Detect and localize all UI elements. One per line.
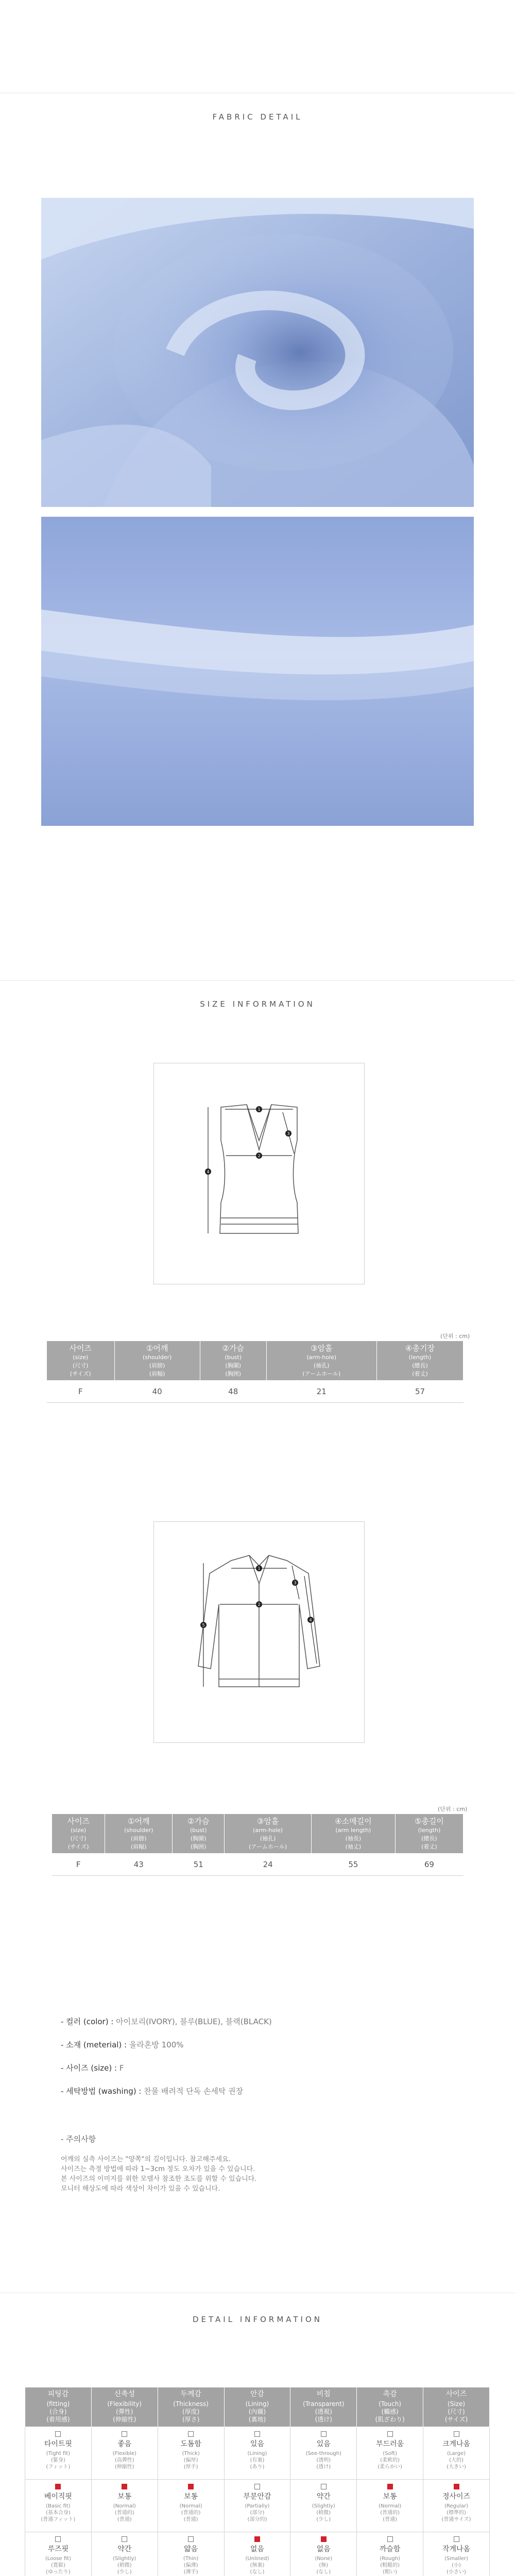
detail-cell <box>91 2427 158 2480</box>
detail-cell <box>290 2480 357 2532</box>
detail-cell <box>423 2532 490 2576</box>
detail-option-sub: (透け) <box>316 2464 331 2470</box>
cardigan-header-bust: ②가슴 (bust) (胸圍) (胸囲) <box>173 1814 225 1854</box>
detail-option-sub: (Basic fit) <box>46 2503 71 2509</box>
unchecked-box-icon <box>55 2431 61 2437</box>
detail-header-sub: (肌ざわり) <box>375 2416 405 2423</box>
detail-header-label: 안감 <box>250 2390 264 2398</box>
unchecked-box-icon <box>321 2431 327 2437</box>
detail-cell <box>91 2532 158 2576</box>
detail-option-sub: (Soft) <box>383 2451 397 2456</box>
detail-option-sub: (Unlined) <box>245 2556 269 2562</box>
detail-option-sub: (Regular) <box>444 2503 469 2509</box>
detail-information-title: DETAIL INFORMATION <box>193 2315 322 2324</box>
cardigan-header-length: ⑤총길이 (length) (總長) (着丈) <box>395 1814 463 1854</box>
table-cell: 21 <box>266 1381 376 1403</box>
detail-option-sub: (緊身) <box>51 2458 65 2463</box>
detail-cell <box>224 2480 290 2532</box>
detail-option-label: 있음 <box>250 2440 264 2448</box>
unchecked-box-icon <box>254 2484 260 2489</box>
detail-header <box>25 2387 92 2427</box>
detail-header-sub: (Transparent) <box>303 2400 345 2408</box>
svg-text:3: 3 <box>294 1581 297 1585</box>
table-cell: 24 <box>225 1854 312 1876</box>
detail-option-sub: (ゆったり) <box>46 2569 71 2575</box>
detail-option-sub: (部分) <box>250 2510 265 2516</box>
svg-text:1: 1 <box>258 1566 261 1571</box>
table-cell: 57 <box>376 1381 463 1403</box>
notice-line: 사이즈는 측정 방법에 따라 1~3cm 정도 오차가 있을 수 있습니다. <box>61 2165 255 2173</box>
detail-header <box>357 2387 423 2427</box>
detail-cell <box>158 2532 224 2576</box>
detail-option-sub: (標準的) <box>447 2510 466 2516</box>
detail-option-sub: (普通フィット) <box>41 2517 76 2522</box>
detail-header <box>91 2387 158 2427</box>
detail-header <box>290 2387 357 2427</box>
detail-option-label: 까슬함 <box>379 2545 401 2553</box>
detail-option-sub: (透明) <box>316 2458 331 2463</box>
table-cell: 40 <box>114 1381 200 1403</box>
vest-header-bust: ②가슴 (bust) (胸圍) (胸囲) <box>200 1341 266 1381</box>
detail-header-label: 촉감 <box>383 2390 397 2398</box>
detail-option-sub: (少し) <box>316 2517 331 2522</box>
unchecked-box-icon <box>122 2431 127 2437</box>
checked-box-icon <box>321 2536 327 2542</box>
detail-option-sub: (なし) <box>250 2569 265 2575</box>
detail-option-label: 얇음 <box>184 2545 198 2553</box>
detail-option-sub: (なし) <box>316 2569 331 2575</box>
detail-header-sub: (尺寸) <box>448 2408 465 2415</box>
detail-option-label: 약간 <box>117 2545 132 2553</box>
detail-option-sub: (Slightly) <box>312 2503 335 2509</box>
color-info: - 컬러 (color) : 아이보리(IVORY), 블루(BLUE), 블랙(BLACK) <box>61 2017 272 2026</box>
notice-line: 모니터 해상도에 따라 색상이 차이가 있을 수 있습니다. <box>61 2185 220 2193</box>
detail-option-sub: (Rough) <box>380 2556 400 2562</box>
detail-option-sub: (大きい) <box>447 2464 466 2470</box>
detail-option-label: 루즈핏 <box>47 2545 69 2553</box>
detail-header-label: 비침 <box>316 2390 331 2398</box>
size-information-title: SIZE INFORMATION <box>200 999 315 1009</box>
detail-option-sub: (Thin) <box>183 2556 199 2562</box>
detail-option-sub: (Lining) <box>247 2451 267 2456</box>
table-cell: 55 <box>311 1854 395 1876</box>
table-cell: F <box>47 1381 115 1403</box>
detail-option-sub: (普通) <box>383 2517 398 2522</box>
svg-text:2: 2 <box>258 1602 261 1607</box>
fabric-closeup-image-1 <box>41 198 474 507</box>
size-info: - 사이즈 (size) : F <box>61 2063 124 2073</box>
detail-cell <box>423 2427 490 2480</box>
detail-option-sub: (偏厚) <box>183 2458 198 2463</box>
detail-option-sub: (基本合身) <box>46 2510 71 2516</box>
detail-cell <box>91 2480 158 2532</box>
detail-option-sub: (普通的) <box>380 2510 400 2516</box>
detail-header-label: 신축성 <box>114 2390 135 2398</box>
detail-option-label: 작게나옴 <box>442 2545 471 2553</box>
detail-cell <box>25 2427 92 2480</box>
detail-option-sub: (Tight fit) <box>46 2451 71 2456</box>
checked-box-icon <box>55 2484 61 2489</box>
divider <box>0 980 515 981</box>
detail-option-sub: (Normal) <box>113 2503 136 2509</box>
detail-option-sub: (Slightly) <box>113 2556 136 2562</box>
vest-header-size: 사이즈 (size) (尺寸) (サイズ) <box>47 1341 115 1381</box>
detail-cell <box>224 2427 290 2480</box>
detail-cell <box>25 2480 92 2532</box>
checked-box-icon <box>188 2484 194 2489</box>
detail-option-label: 보통 <box>184 2493 198 2501</box>
detail-header-sub: (Lining) <box>245 2400 269 2408</box>
detail-header-sub: (Touch) <box>379 2400 402 2408</box>
detail-option-label: 없음 <box>316 2545 331 2553</box>
detail-option-sub: (普通) <box>183 2517 198 2522</box>
detail-option-sub: (Normal) <box>179 2503 202 2509</box>
detail-header-sub: (fitting) <box>46 2400 70 2408</box>
detail-option-label: 크게나옴 <box>442 2440 471 2448</box>
cardigan-header-armhole: ③암홀 (arm-hole) (袖孔) (アームホール) <box>225 1814 312 1854</box>
detail-option-sub: (粗い) <box>383 2569 398 2575</box>
detail-option-sub: (Loose fit) <box>45 2556 72 2562</box>
detail-header-sub: (Thickness) <box>173 2400 209 2408</box>
table-cell: F <box>52 1854 105 1876</box>
svg-text:2: 2 <box>258 1154 261 1158</box>
detail-option-sub: (小さい) <box>447 2569 466 2575</box>
checked-box-icon <box>454 2484 459 2489</box>
washing-info: - 세탁방법 (washing) : 찬물 배려적 단독 손세탁 권장 <box>61 2087 244 2096</box>
detail-option-label: 없음 <box>250 2545 264 2553</box>
detail-option-sub: (少し) <box>117 2569 132 2575</box>
detail-option-label: 부분안감 <box>243 2493 271 2501</box>
table-row <box>47 1381 464 1403</box>
detail-header-sub: (Size) <box>448 2400 466 2408</box>
detail-option-sub: (柔軟的) <box>380 2458 400 2463</box>
cardigan-size-table <box>52 1814 464 1876</box>
detail-option-sub: (普通サイズ) <box>441 2517 471 2522</box>
table-row <box>25 2480 490 2532</box>
detail-option-label: 보통 <box>383 2493 397 2501</box>
cardigan-unit-label: (단위 : cm) <box>438 1806 468 1812</box>
unchecked-box-icon <box>188 2536 194 2542</box>
detail-header-sub: (厚さ) <box>182 2416 200 2423</box>
notice-title: - 주의사항 <box>61 2134 96 2144</box>
detail-cell <box>224 2532 290 2576</box>
detail-header-label: 사이즈 <box>445 2390 467 2398</box>
detail-header-sub: (觸感) <box>381 2408 399 2415</box>
detail-option-sub: (小) <box>452 2563 461 2568</box>
svg-text:4: 4 <box>309 1618 312 1622</box>
vest-unit-label: (단위 : cm) <box>440 1333 470 1340</box>
detail-header-sub: (彈性) <box>116 2408 133 2415</box>
unchecked-box-icon <box>454 2431 459 2437</box>
detail-option-sub: (None) <box>315 2556 333 2562</box>
detail-header-sub: (透視) <box>315 2408 332 2415</box>
unchecked-box-icon <box>454 2536 459 2542</box>
detail-option-sub: (無裏) <box>250 2563 265 2568</box>
detail-cell <box>357 2480 423 2532</box>
table-row <box>52 1854 464 1876</box>
detail-option-sub: (普通) <box>117 2517 132 2522</box>
detail-option-sub: (普通的) <box>181 2510 201 2516</box>
fabric-detail-title: FABRIC DETAIL <box>212 112 303 122</box>
detail-option-sub: (Large) <box>447 2451 466 2456</box>
svg-text:3: 3 <box>287 1131 290 1136</box>
unchecked-box-icon <box>387 2536 393 2542</box>
detail-option-label: 베이직핏 <box>44 2493 72 2501</box>
unchecked-box-icon <box>387 2431 393 2437</box>
cardigan-size-diagram <box>153 1521 365 1743</box>
table-cell: 69 <box>395 1854 463 1876</box>
detail-header-sub: (Flexibility) <box>107 2400 142 2408</box>
detail-header-sub: (透け) <box>315 2416 332 2423</box>
vest-size-diagram <box>153 1063 365 1284</box>
vest-header-shoulder: ①어깨 (shoulder) (肩膀) (肩幅) <box>114 1341 200 1381</box>
table-cell: 48 <box>200 1381 266 1403</box>
detail-option-sub: (寬鬆) <box>51 2563 65 2568</box>
detail-option-label: 부드러움 <box>376 2440 404 2448</box>
detail-cell <box>357 2532 423 2576</box>
material-info: - 소재 (meterial) : 울라혼방 100% <box>61 2040 184 2049</box>
detail-option-sub: (フィット) <box>46 2464 71 2470</box>
detail-header-sub: (サイズ) <box>444 2416 468 2423</box>
detail-option-sub: (部分的) <box>247 2517 267 2522</box>
detail-option-sub: (大的) <box>449 2458 464 2463</box>
detail-header-sub: (着用感) <box>46 2416 70 2423</box>
detail-header-sub: (裏地) <box>248 2416 266 2423</box>
detail-option-sub: (伸縮性) <box>114 2464 134 2470</box>
detail-option-sub: (稍微) <box>316 2510 331 2516</box>
detail-header-sub: (合身) <box>49 2408 67 2415</box>
detail-option-label: 보통 <box>117 2493 132 2501</box>
cardigan-header-shoulder: ①어깨 (shoulder) (肩膀) (肩幅) <box>105 1814 173 1854</box>
detail-header <box>423 2387 490 2427</box>
detail-header-sub: (內襯) <box>248 2408 266 2415</box>
detail-option-sub: (Normal) <box>379 2503 402 2509</box>
detail-option-sub: (粗糙的) <box>380 2563 400 2568</box>
product-info <box>61 2016 272 2109</box>
notice <box>61 2134 256 2194</box>
detail-option-sub: (偏薄) <box>183 2563 198 2568</box>
vest-header-length: ④총기장 (length) (總長) (着丈) <box>376 1341 463 1381</box>
checked-box-icon <box>254 2536 260 2542</box>
detail-option-label: 정사이즈 <box>442 2493 471 2501</box>
detail-cell <box>290 2532 357 2576</box>
unchecked-box-icon <box>55 2536 61 2542</box>
table-cell: 51 <box>173 1854 225 1876</box>
detail-option-sub: (高彈性) <box>114 2458 134 2463</box>
fabric-closeup-image-2 <box>41 517 474 826</box>
cardigan-header-size: 사이즈 (size) (尺寸) (サイズ) <box>52 1814 105 1854</box>
detail-option-sub: (稍微) <box>117 2563 132 2568</box>
svg-text:5: 5 <box>202 1623 205 1628</box>
detail-header-label: 두께감 <box>180 2390 201 2398</box>
detail-option-sub: (Thick) <box>182 2451 200 2456</box>
detail-option-label: 약간 <box>316 2493 331 2501</box>
detail-option-label: 있음 <box>316 2440 331 2448</box>
table-cell: 43 <box>105 1854 173 1876</box>
detail-option-sub: (厚手) <box>183 2464 198 2470</box>
detail-header-sub: (厚度) <box>182 2408 200 2415</box>
detail-option-sub: (無) <box>319 2563 329 2568</box>
checked-box-icon <box>122 2484 127 2489</box>
unchecked-box-icon <box>188 2431 194 2437</box>
vest-header-armhole: ③암홀 (arm-hole) (袖孔) (アームホール) <box>266 1341 376 1381</box>
detail-cell <box>290 2427 357 2480</box>
detail-header <box>158 2387 224 2427</box>
table-row <box>25 2427 490 2480</box>
detail-header-sub: (伸縮性) <box>113 2416 136 2423</box>
detail-cell <box>158 2480 224 2532</box>
unchecked-box-icon <box>321 2484 327 2489</box>
detail-option-sub: (Partially) <box>245 2503 270 2509</box>
detail-cell <box>158 2427 224 2480</box>
detail-option-sub: (あり) <box>250 2464 265 2470</box>
notice-line: 어깨의 실측 사이즈는 "양쪽"의 길이입니다. 참고해주세요. <box>61 2156 231 2163</box>
detail-header-label: 피팅감 <box>47 2390 69 2398</box>
detail-option-sub: (薄手) <box>183 2569 198 2575</box>
detail-cell <box>25 2532 92 2576</box>
unchecked-box-icon <box>122 2536 127 2542</box>
notice-line: 본 사이즈의 이미지를 위한 모델사 참조한 조도를 위할 수 있습니다. <box>61 2175 257 2183</box>
detail-option-sub: (See-through) <box>305 2451 341 2456</box>
detail-option-label: 도톰함 <box>180 2440 201 2448</box>
checked-box-icon <box>387 2484 393 2489</box>
detail-option-sub: (柔らかい) <box>377 2464 403 2470</box>
vest-size-table <box>46 1341 464 1403</box>
detail-option-label: 타이트핏 <box>44 2440 72 2448</box>
detail-header <box>224 2387 290 2427</box>
detail-option-sub: (普通的) <box>114 2510 134 2516</box>
detail-information-table <box>25 2387 490 2576</box>
detail-option-sub: (Smaller) <box>444 2556 468 2562</box>
detail-cell <box>357 2427 423 2480</box>
svg-text:4: 4 <box>207 1170 210 1174</box>
cardigan-header-sleeve: ④소매길이 (arm length) (袖長) (袖丈) <box>311 1814 395 1854</box>
detail-cell <box>423 2480 490 2532</box>
detail-option-sub: (有裏) <box>250 2458 265 2463</box>
unchecked-box-icon <box>254 2431 260 2437</box>
detail-option-label: 좋음 <box>117 2440 132 2448</box>
table-row <box>25 2532 490 2576</box>
detail-option-sub: (Flexible) <box>112 2451 136 2456</box>
svg-text:1: 1 <box>258 1107 261 1112</box>
